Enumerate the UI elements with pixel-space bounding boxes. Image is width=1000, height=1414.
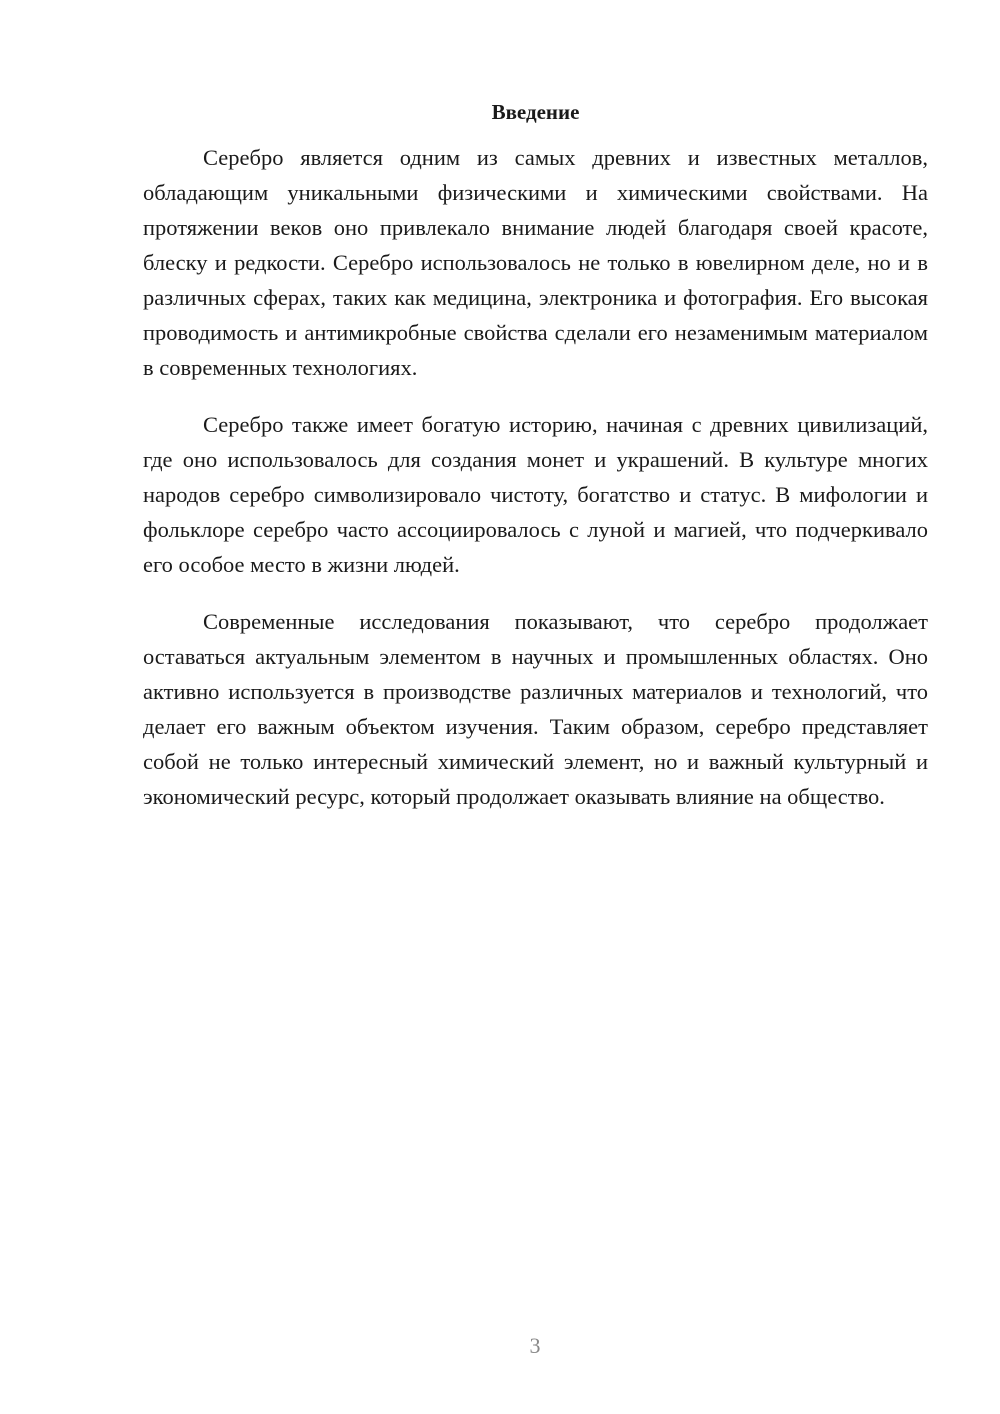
paragraph-3: Современные исследования показывают, что серебро продолжает оставаться актуальным элементом в научных и промышленных областях. Оно активно используется в производстве различных материалов и технологий, что делает его важным объектом изучения. Таким образом, серебро представляет собой не только интересный химический элемент, но и важный культурный и экономический ресурс, который продолжает оказывать влияние на общество. xyxy=(143,609,928,809)
paragraph-1: Серебро является одним из самых древних и известных металлов, обладающим уникальными физическими и химическими свойствами. На протяжении веков оно привлекало внимание людей благодаря своей красоте, блеску и редкости. Серебро использовалось не только в ювелирном деле, но и в различных сферах, таких как медицина, электроника и фотография. Его высокая проводимость и антимикробные свойства сделали его незаменимым материалом в современных технологиях. xyxy=(143,145,928,380)
page-number: 3 xyxy=(529,1333,541,1358)
paragraph-2: Серебро также имеет богатую историю, начиная с древних цивилизаций, где оно использовалось для создания монет и украшений. В культуре многих народов серебро символизировало чистоту, богатство и статус. В мифологии и фольклоре серебро часто ассоциировалось с луной и магией, что подчеркивало его особое место в жизни людей. xyxy=(143,412,928,577)
section-title: Введение xyxy=(491,100,580,124)
body-text xyxy=(143,140,928,836)
